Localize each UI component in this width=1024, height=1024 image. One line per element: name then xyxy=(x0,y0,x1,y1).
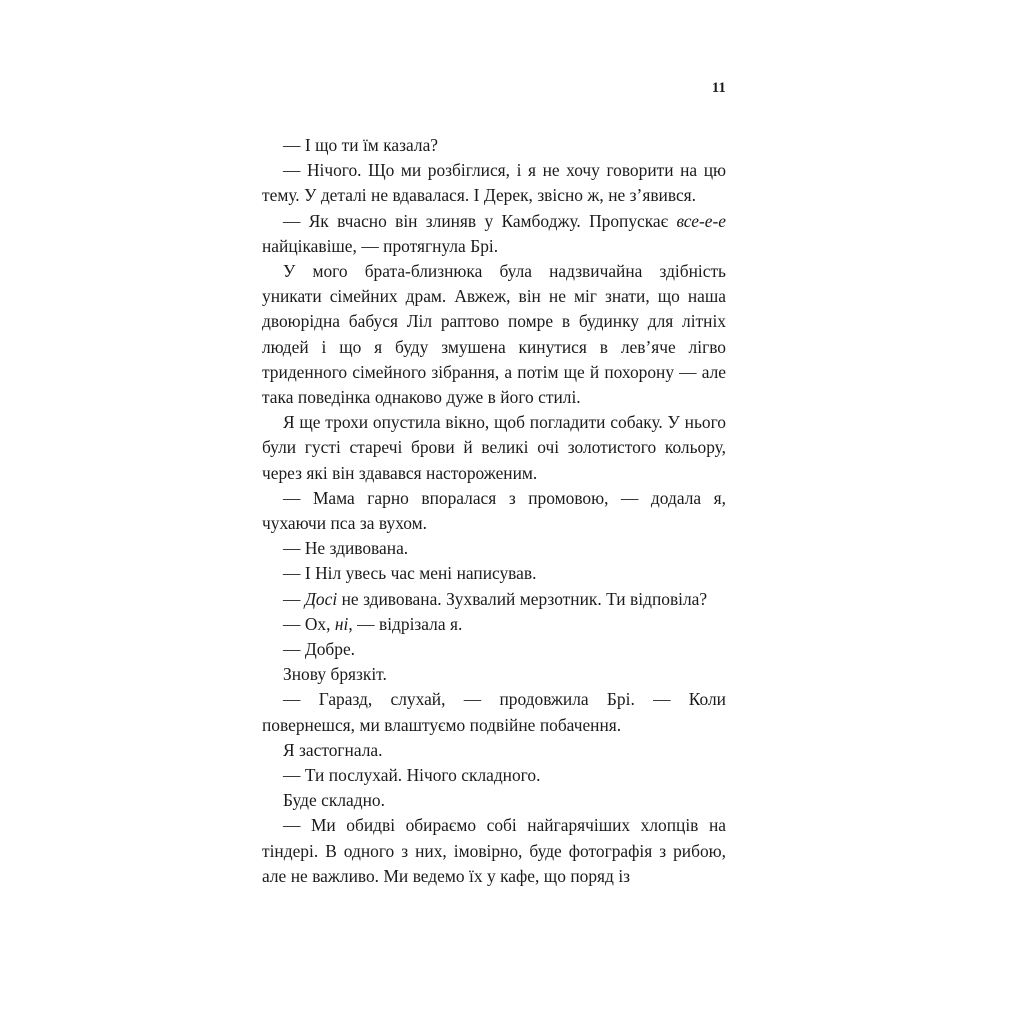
page-number: 11 xyxy=(711,80,726,96)
paragraph xyxy=(262,687,726,737)
text-run: найцікавіше, — протягнула Брі. xyxy=(262,235,499,256)
paragraph xyxy=(262,612,726,637)
text-run: — Мама гарно впоралася з промовою, — додала я, чухаючи пса за вухом. xyxy=(262,487,726,534)
paragraph xyxy=(262,662,726,687)
text-run: — Як вчасно він злиняв у Камбоджу. Пропускає xyxy=(283,210,677,231)
text-run: — Добре. xyxy=(283,639,356,660)
paragraph xyxy=(262,209,726,259)
paragraph xyxy=(262,561,726,586)
paragraph xyxy=(262,410,726,486)
emphasis-run: Досі xyxy=(304,588,338,609)
paragraph xyxy=(262,259,726,410)
text-run: — Ох, xyxy=(283,613,335,634)
text-run: не здивована. Зухвалий мерзотник. Ти відповіла? xyxy=(337,588,708,609)
emphasis-run: ні xyxy=(334,613,349,634)
text-run: — Ти послухай. Нічого складного. xyxy=(283,765,541,786)
paragraph xyxy=(262,486,726,536)
body-text-block xyxy=(262,133,726,889)
paragraph xyxy=(262,788,726,813)
text-run: — І Ніл увесь час мені написував. xyxy=(283,563,537,584)
text-run: — Ми обидві обираємо собі найгарячіших хлопців на тіндері. В одного з них, імовірно, буде фотографія з рибою, але не важливо. Ми ведемо їх у кафе, що поряд із xyxy=(262,815,726,886)
emphasis-run: все-е-е xyxy=(676,210,726,231)
paragraph xyxy=(262,763,726,788)
text-run: Я застогнала. xyxy=(283,739,383,760)
text-run: — Гаразд, слухай, — продовжила Брі. — Коли повернешся, ми влаштуємо подвійне побачення. xyxy=(262,689,726,735)
text-run: — xyxy=(283,588,305,609)
paragraph xyxy=(262,133,726,158)
text-run: , — відрізала я. xyxy=(348,613,463,634)
text-run: Знову брязкіт. xyxy=(283,664,387,685)
text-run: Я ще трохи опустила вікно, щоб погладити собаку. У нього були густі старечі брови й великі очі золотистого кольору, через які він здавався настороженим. xyxy=(262,412,726,483)
text-run: — Нічого. Що ми розбіглися, і я не хочу говорити на цю тему. У деталі не вдавалася. І Дерек, звісно ж, не з’явився. xyxy=(262,160,726,206)
paragraph xyxy=(262,813,726,889)
paragraph xyxy=(262,158,726,208)
text-run: — І що ти їм казала? xyxy=(283,135,439,155)
text-run: У мого брата-близнюка була надзвичайна здібність уникати сімейних драм. Авжеж, він не міг знати, що наша двоюрідна бабуся Ліл раптово помре в будинку для літніх людей і що я буду змушена кинутися в лев’яче лігво триденного сімейного зібрання, а потім ще й похорону — але така поведінка однаково дуже в його стилі. xyxy=(262,261,726,408)
paragraph xyxy=(262,536,726,561)
text-run: Буде складно. xyxy=(283,790,385,811)
paragraph xyxy=(262,587,726,612)
paragraph xyxy=(262,637,726,662)
text-run: — Не здивована. xyxy=(283,538,409,559)
paragraph xyxy=(262,738,726,763)
